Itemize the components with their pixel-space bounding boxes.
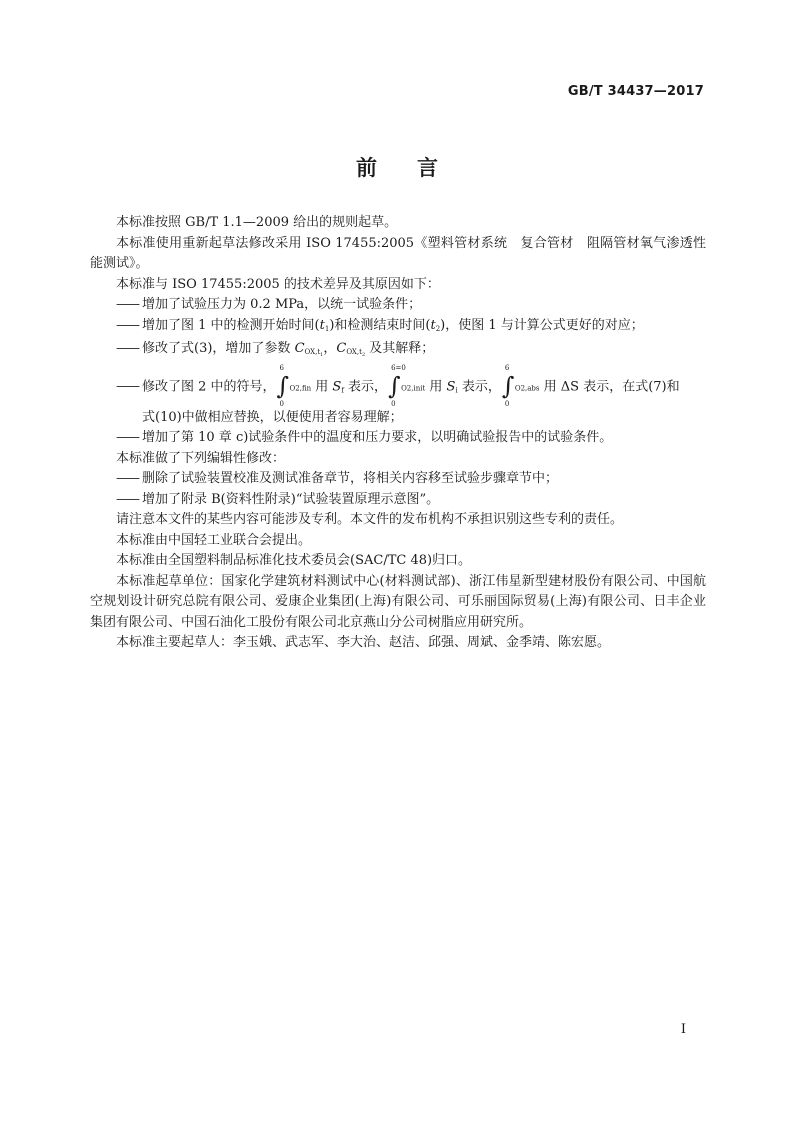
list-item-text: 增加了图 1 中的检测开始时间( bbox=[142, 317, 320, 333]
paragraph-drafters: 本标准主要起草人：李玉娥、武志军、李大治、赵洁、邱强、周斌、金季靖、陈宏愿。 bbox=[116, 635, 611, 650]
list-item-detection-time bbox=[90, 316, 706, 340]
list-item-text: ， bbox=[323, 341, 337, 356]
document-body bbox=[90, 213, 706, 654]
list-item-annex-b bbox=[90, 490, 706, 511]
paragraph-patent-notice: 请注意本文件的某些内容可能涉及专利。本文件的发布机构不承担识别这些专利的责任。 bbox=[116, 512, 624, 527]
integrand-fin: O2,fin bbox=[289, 384, 312, 392]
list-item-text: 增加了试验压力为 0.2 MPa，以统一试验条件； bbox=[142, 297, 422, 312]
list-item-text: 修改了图 2 中的符号， bbox=[142, 379, 276, 394]
list-item-text: 及其解释； bbox=[365, 341, 435, 356]
paragraph-proposer: 本标准由中国轻工业联合会提出。 bbox=[116, 532, 312, 548]
list-item-text: 表示， bbox=[343, 379, 388, 394]
integral-lower: 0 bbox=[504, 399, 510, 408]
dash-mark: —— bbox=[116, 430, 138, 445]
dash-mark: —— bbox=[116, 297, 138, 312]
symbol-cox-t2-sub: OX,t bbox=[346, 348, 362, 356]
dash-mark: —— bbox=[116, 491, 138, 507]
symbol-t2-sub: 2 bbox=[435, 324, 441, 333]
list-item-test-conditions bbox=[90, 428, 706, 449]
integral-lower: 0 bbox=[279, 399, 285, 408]
dash-mark: —— bbox=[116, 341, 138, 356]
dash-mark: —— bbox=[116, 471, 138, 486]
symbol-cox-t2-sub2: 2 bbox=[361, 352, 366, 358]
symbol-cox-t1-sub: OX,t bbox=[304, 348, 321, 356]
page-title: 前言 bbox=[356, 156, 478, 180]
integral-sign: ∫ bbox=[501, 371, 515, 400]
symbol-cox-t2: C bbox=[336, 341, 347, 356]
list-item-text: 修改了式(3)，增加了参数 bbox=[142, 341, 295, 356]
integral-sign: ∫ bbox=[276, 371, 290, 400]
integral-upper: 6 bbox=[504, 363, 510, 372]
dash-mark: —— bbox=[116, 317, 138, 333]
symbol-t1: t bbox=[319, 317, 325, 333]
list-item-figure-2-symbols bbox=[90, 363, 706, 408]
symbol-cox-t1: C bbox=[294, 341, 305, 356]
integral-fin bbox=[276, 363, 290, 408]
list-item-formula-3 bbox=[90, 339, 706, 366]
paragraph-drafting-rules: 本标准按照 GB/T 1.1—2009 给出的规则起草。 bbox=[116, 215, 398, 230]
symbol-cox-t1-sub2: 1 bbox=[320, 352, 324, 358]
list-item-text: )，使图 1 与计算公式更好的对应； bbox=[440, 317, 644, 333]
list-item-text: 用 bbox=[425, 379, 447, 394]
list-item-continuation: 式(10)中做相应替换，以便使用者容易理解； bbox=[142, 409, 403, 425]
integral-lower: 0 bbox=[391, 399, 396, 408]
symbol-si: S bbox=[446, 379, 456, 394]
list-item-text: 用 bbox=[311, 379, 333, 394]
integral-upper: 6 bbox=[279, 363, 285, 372]
list-item-text: )和检测结束时间( bbox=[329, 317, 431, 333]
list-item-text: 删除了试验装置校准及测试准备章节，将相关内容移至试验步骤章节中； bbox=[142, 471, 559, 486]
symbol-t2: t bbox=[430, 317, 436, 333]
list-item-text: 用 ΔS 表示，在式(7)和 bbox=[539, 379, 680, 394]
integral-sign: ∫ bbox=[388, 371, 401, 400]
symbol-sf: S bbox=[332, 379, 342, 394]
paragraph-editorial-intro: 本标准做了下列编辑性修改： bbox=[116, 450, 286, 466]
integrand-abs: O2,abs bbox=[514, 384, 540, 392]
paragraph-adoption: 本标准使用重新起草法修改采用 ISO 17455:2005《塑料管材系统 复合管材 阻隔管材氧气渗透性能测试》。 bbox=[90, 235, 706, 271]
page-number: I bbox=[680, 1022, 686, 1037]
integral-init bbox=[387, 363, 406, 408]
paragraph-drafting-units: 本标准起草单位：国家化学建筑材料测试中心(材料测试部)、浙江伟星新型建材股份有限公司、中国航空规划设计研究总院有限公司、爱康企业集团(上海)有限公司、可乐丽国际贸易(上海)有限公司、日丰企业集团有限公司、中国石油化工股份有限公司北京燕山分公司树脂应用研究所。 bbox=[90, 573, 706, 630]
symbol-t1-sub: 1 bbox=[324, 324, 330, 333]
list-item-text: 增加了附录 B(资料性附录)“试验装置原理示意图”。 bbox=[142, 491, 440, 507]
paragraph-committee: 本标准由全国塑料制品标准化技术委员会(SAC/TC 48)归口。 bbox=[116, 553, 472, 568]
integral-abs bbox=[501, 363, 515, 408]
integrand-init: O2,init bbox=[401, 384, 426, 392]
symbol-si-sub: i bbox=[455, 386, 458, 394]
paragraph-differences-intro: 本标准与 ISO 17455:2005 的技术差异及其原因如下： bbox=[116, 276, 440, 292]
dash-mark: —— bbox=[116, 379, 138, 394]
list-item-text: 表示， bbox=[457, 379, 501, 394]
symbol-sf-sub: f bbox=[341, 386, 344, 394]
integral-upper: 6=0 bbox=[391, 363, 406, 372]
list-item-text: 增加了第 10 章 c)试验条件中的温度和压力要求，以明确试验报告中的试验条件。 bbox=[142, 430, 613, 445]
list-item-delete-calibration bbox=[90, 469, 706, 490]
standard-number: GB/T 34437—2017 bbox=[567, 84, 704, 99]
list-item-test-pressure bbox=[90, 295, 706, 316]
